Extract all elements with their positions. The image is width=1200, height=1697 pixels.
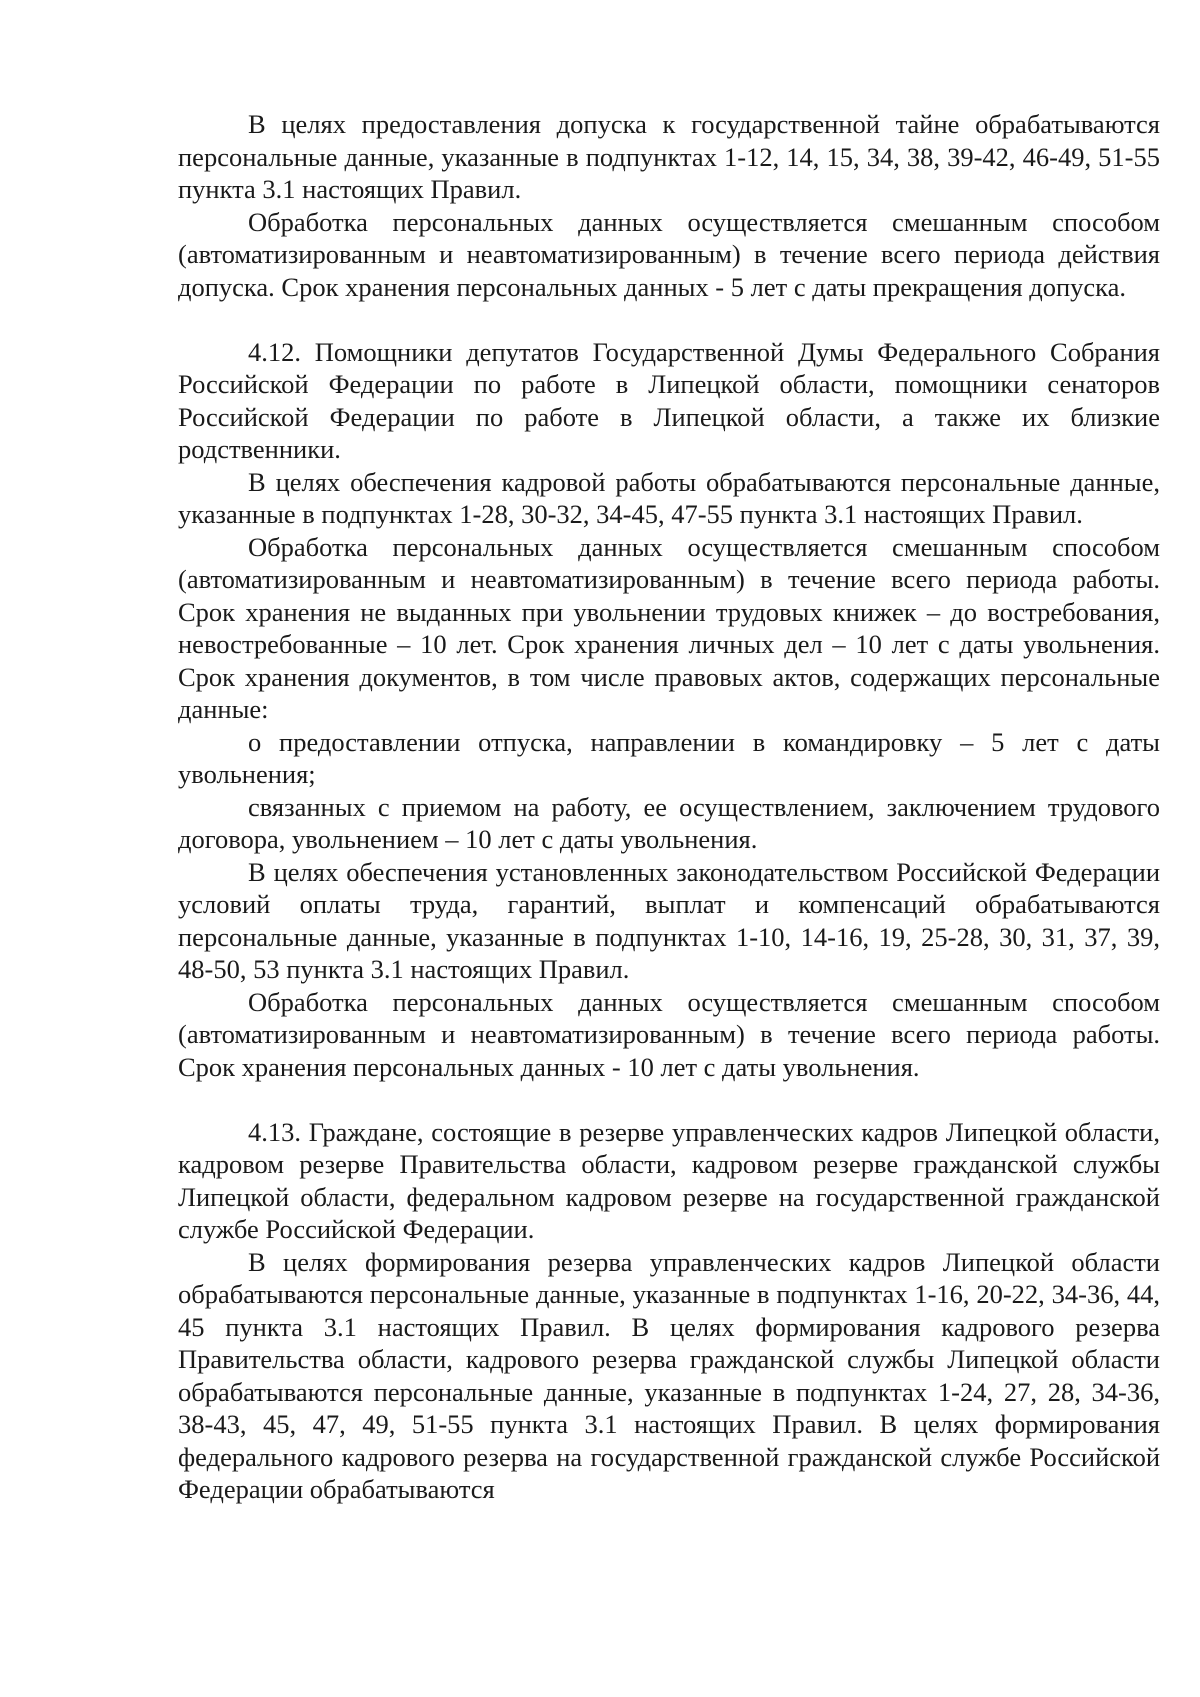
paragraph-payment-conditions: В целях обеспечения установленных законодательством Российской Федерации условий оплаты труда, гарантий, выплат и компенсаций обрабатываются персональные данные, указанные в подпунктах 1-10, 14-16, 19, 25-28, 30, 31, 37, 39, 48-50, 53 пункта 3.1 настоящих Правил. [178,856,1160,984]
paragraph-vacation-documents: о предоставлении отпуска, направлении в командировку – 5 лет с даты увольнения; [178,726,1160,789]
document-page [178,108,1160,1506]
paragraph-payment-processing-term: Обработка персональных данных осуществляется смешанным способом (автоматизированным и неавтоматизированным) в течение всего периода работы. Срок хранения персональных данных - 10 лет с даты увольнения. [178,986,1160,1082]
paragraph-state-secret-access: В целях предоставления допуска к государственной тайне обрабатываются персональные данные, указанные в подпунктах 1-12, 14, 15, 34, 38, 39-42, 46-49, 51-55 пункта 3.1 настоящих Правил. [178,109,1160,204]
paragraph-reserve-formation: В целях формирования резерва управленческих кадров Липецкой области обрабатываются персональные данные, указанные в подпунктах 1-16, 20-22, 34-36, 44, 45 пункта 3.1 настоящих Правил. В целях формирования кадрового резерва Правительства области, кадрового резерва гражданской службы Липецкой области обрабатываются персональные данные, указанные в подпунктах 1-24, 27, 28, 34-36, 38-43, 45, 47, 49, 51-55 пункта 3.1 настоящих Правил. В целях формирования федерального кадрового резерва на государственной гражданской службе Российской Федерации обрабатываются [178,1246,1160,1504]
paragraph-access-processing-term: Обработка персональных данных осуществляется смешанным способом (автоматизированным и неавтоматизированным) в течение всего периода действия допуска. Срок хранения персональных данных - 5 лет с даты прекращения допуска. [178,206,1160,302]
paragraph-hr-work-data: В целях обеспечения кадровой работы обрабатываются персональные данные, указанные в подпунктах 1-28, 30-32, 34-45, 47-55 пункта 3.1 настоящих Правил. [178,466,1160,529]
paragraph-employment-documents: связанных с приемом на работу, ее осуществлением, заключением трудового договора, увольнением – 10 лет с даты увольнения. [178,791,1160,854]
paragraph-section-4-13: 4.13. Граждане, состоящие в резерве управленческих кадров Липецкой области, кадровом резерве Правительства области, кадровом резерве гражданской службы Липецкой области, федеральном кадровом резерве на государственной гражданской службе Российской Федерации. [178,1116,1160,1244]
paragraph-section-4-12: 4.12. Помощники депутатов Государственной Думы Федерального Собрания Российской Федерации по работе в Липецкой области, помощники сенаторов Российской Федерации по работе в Липецкой области, а также их близкие родственники. [178,336,1160,464]
paragraph-hr-processing-term: Обработка персональных данных осуществляется смешанным способом (автоматизированным и неавтоматизированным) в течение всего периода работы. Срок хранения не выданных при увольнении трудовых книжек – до востребования, невостребованные – 10 лет. Срок хранения личных дел – 10 лет с даты увольнения. Срок хранения документов, в том числе правовых актов, содержащих персональные данные: [178,531,1160,724]
